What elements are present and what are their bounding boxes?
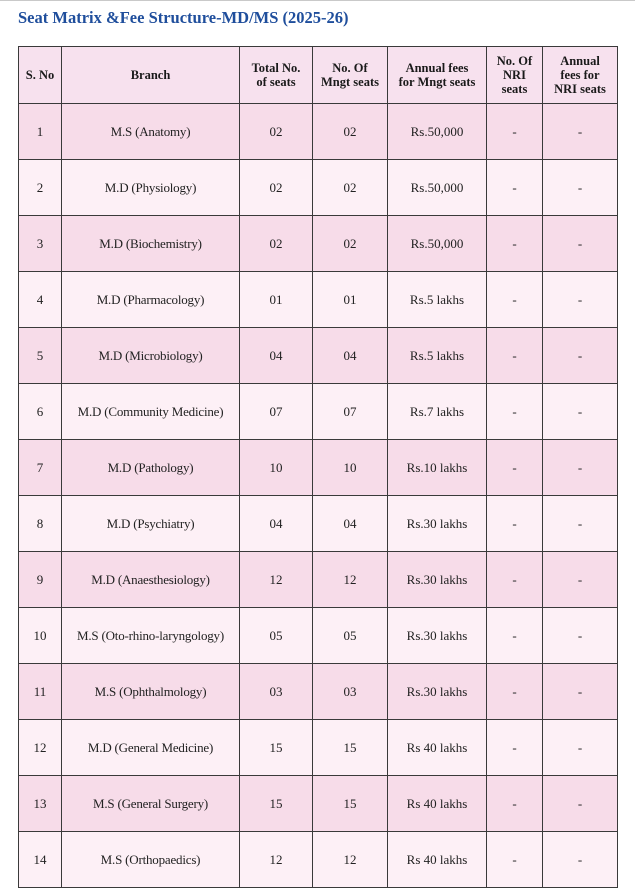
cell-annual-fee: Rs 40 lakhs [388,776,487,832]
cell-nri-fee: - [543,776,618,832]
cell-annual-fee: Rs.30 lakhs [388,496,487,552]
cell-sno: 10 [19,608,62,664]
cell-nri-seats: - [487,328,543,384]
cell-mngt-seats: 02 [313,104,388,160]
cell-branch: M.D (Physiology) [62,160,240,216]
table-row [19,216,618,272]
table-row [19,776,618,832]
cell-annual-fee: Rs.30 lakhs [388,664,487,720]
cell-total-seats: 05 [240,608,313,664]
cell-annual-fee: Rs.5 lakhs [388,328,487,384]
cell-nri-fee: - [543,440,618,496]
cell-sno: 1 [19,104,62,160]
cell-branch: M.S (Oto-rhino-laryngology) [62,608,240,664]
cell-branch: M.D (Community Medicine) [62,384,240,440]
cell-nri-fee: - [543,160,618,216]
cell-branch: M.S (General Surgery) [62,776,240,832]
cell-sno: 2 [19,160,62,216]
cell-total-seats: 12 [240,552,313,608]
cell-mngt-seats: 15 [313,776,388,832]
header-annual-fees: Annual fees for Mngt seats [388,47,487,104]
cell-sno: 7 [19,440,62,496]
cell-nri-fee: - [543,664,618,720]
cell-sno: 4 [19,272,62,328]
table-row [19,496,618,552]
cell-nri-seats: - [487,272,543,328]
cell-annual-fee: Rs.50,000 [388,104,487,160]
cell-total-seats: 02 [240,160,313,216]
cell-annual-fee: Rs.50,000 [388,216,487,272]
cell-sno: 9 [19,552,62,608]
header-branch: Branch [62,47,240,104]
cell-annual-fee: Rs 40 lakhs [388,720,487,776]
cell-branch: M.D (General Medicine) [62,720,240,776]
cell-total-seats: 02 [240,216,313,272]
cell-nri-fee: - [543,104,618,160]
cell-sno: 11 [19,664,62,720]
cell-nri-seats: - [487,104,543,160]
cell-sno: 6 [19,384,62,440]
cell-total-seats: 01 [240,272,313,328]
header-sno: S. No [19,47,62,104]
cell-nri-seats: - [487,160,543,216]
cell-nri-seats: - [487,664,543,720]
cell-mngt-seats: 01 [313,272,388,328]
cell-mngt-seats: 02 [313,160,388,216]
cell-annual-fee: Rs.10 lakhs [388,440,487,496]
cell-branch: M.S (Orthopaedics) [62,832,240,888]
cell-mngt-seats: 05 [313,608,388,664]
cell-sno: 3 [19,216,62,272]
cell-total-seats: 15 [240,776,313,832]
cell-nri-seats: - [487,608,543,664]
cell-branch: M.D (Pathology) [62,440,240,496]
cell-nri-seats: - [487,720,543,776]
cell-mngt-seats: 04 [313,328,388,384]
cell-branch: M.S (Ophthalmology) [62,664,240,720]
cell-total-seats: 04 [240,328,313,384]
cell-nri-seats: - [487,216,543,272]
cell-nri-fee: - [543,384,618,440]
cell-mngt-seats: 02 [313,216,388,272]
cell-branch: M.S (Anatomy) [62,104,240,160]
cell-nri-seats: - [487,496,543,552]
cell-mngt-seats: 12 [313,552,388,608]
header-mngt-seats: No. Of Mngt seats [313,47,388,104]
cell-annual-fee: Rs.50,000 [388,160,487,216]
table-row [19,384,618,440]
cell-branch: M.D (Pharmacology) [62,272,240,328]
cell-nri-seats: - [487,552,543,608]
cell-total-seats: 03 [240,664,313,720]
cell-mngt-seats: 15 [313,720,388,776]
cell-mngt-seats: 04 [313,496,388,552]
table-row [19,664,618,720]
cell-total-seats: 12 [240,832,313,888]
table-row [19,328,618,384]
table-row [19,440,618,496]
table-row [19,160,618,216]
cell-annual-fee: Rs 40 lakhs [388,832,487,888]
cell-sno: 12 [19,720,62,776]
cell-mngt-seats: 10 [313,440,388,496]
cell-mngt-seats: 12 [313,832,388,888]
cell-total-seats: 04 [240,496,313,552]
cell-sno: 14 [19,832,62,888]
cell-nri-seats: - [487,440,543,496]
header-nri-fees: Annual fees for NRI seats [543,47,618,104]
table-row [19,272,618,328]
cell-total-seats: 15 [240,720,313,776]
cell-nri-fee: - [543,832,618,888]
cell-sno: 8 [19,496,62,552]
cell-nri-fee: - [543,328,618,384]
cell-annual-fee: Rs.5 lakhs [388,272,487,328]
table-row [19,552,618,608]
cell-branch: M.D (Biochemistry) [62,216,240,272]
cell-nri-seats: - [487,776,543,832]
cell-sno: 5 [19,328,62,384]
table-row [19,608,618,664]
cell-nri-fee: - [543,496,618,552]
cell-mngt-seats: 03 [313,664,388,720]
cell-total-seats: 07 [240,384,313,440]
cell-annual-fee: Rs.30 lakhs [388,608,487,664]
cell-nri-fee: - [543,552,618,608]
top-divider [0,0,635,1]
cell-branch: M.D (Psychiatry) [62,496,240,552]
header-nri-seats: No. Of NRI seats [487,47,543,104]
cell-sno: 13 [19,776,62,832]
page-title: Seat Matrix &Fee Structure-MD/MS (2025-26) [18,8,349,27]
cell-nri-fee: - [543,608,618,664]
table-row [19,720,618,776]
cell-annual-fee: Rs.7 lakhs [388,384,487,440]
table-row [19,832,618,888]
cell-total-seats: 10 [240,440,313,496]
cell-branch: M.D (Anaesthesiology) [62,552,240,608]
header-row [19,47,618,104]
cell-nri-fee: - [543,272,618,328]
cell-nri-seats: - [487,384,543,440]
cell-total-seats: 02 [240,104,313,160]
cell-nri-fee: - [543,720,618,776]
cell-annual-fee: Rs.30 lakhs [388,552,487,608]
cell-nri-seats: - [487,832,543,888]
cell-nri-fee: - [543,216,618,272]
cell-mngt-seats: 07 [313,384,388,440]
seat-matrix-table [18,46,618,888]
header-total-seats: Total No. of seats [240,47,313,104]
cell-branch: M.D (Microbiology) [62,328,240,384]
table-row [19,104,618,160]
